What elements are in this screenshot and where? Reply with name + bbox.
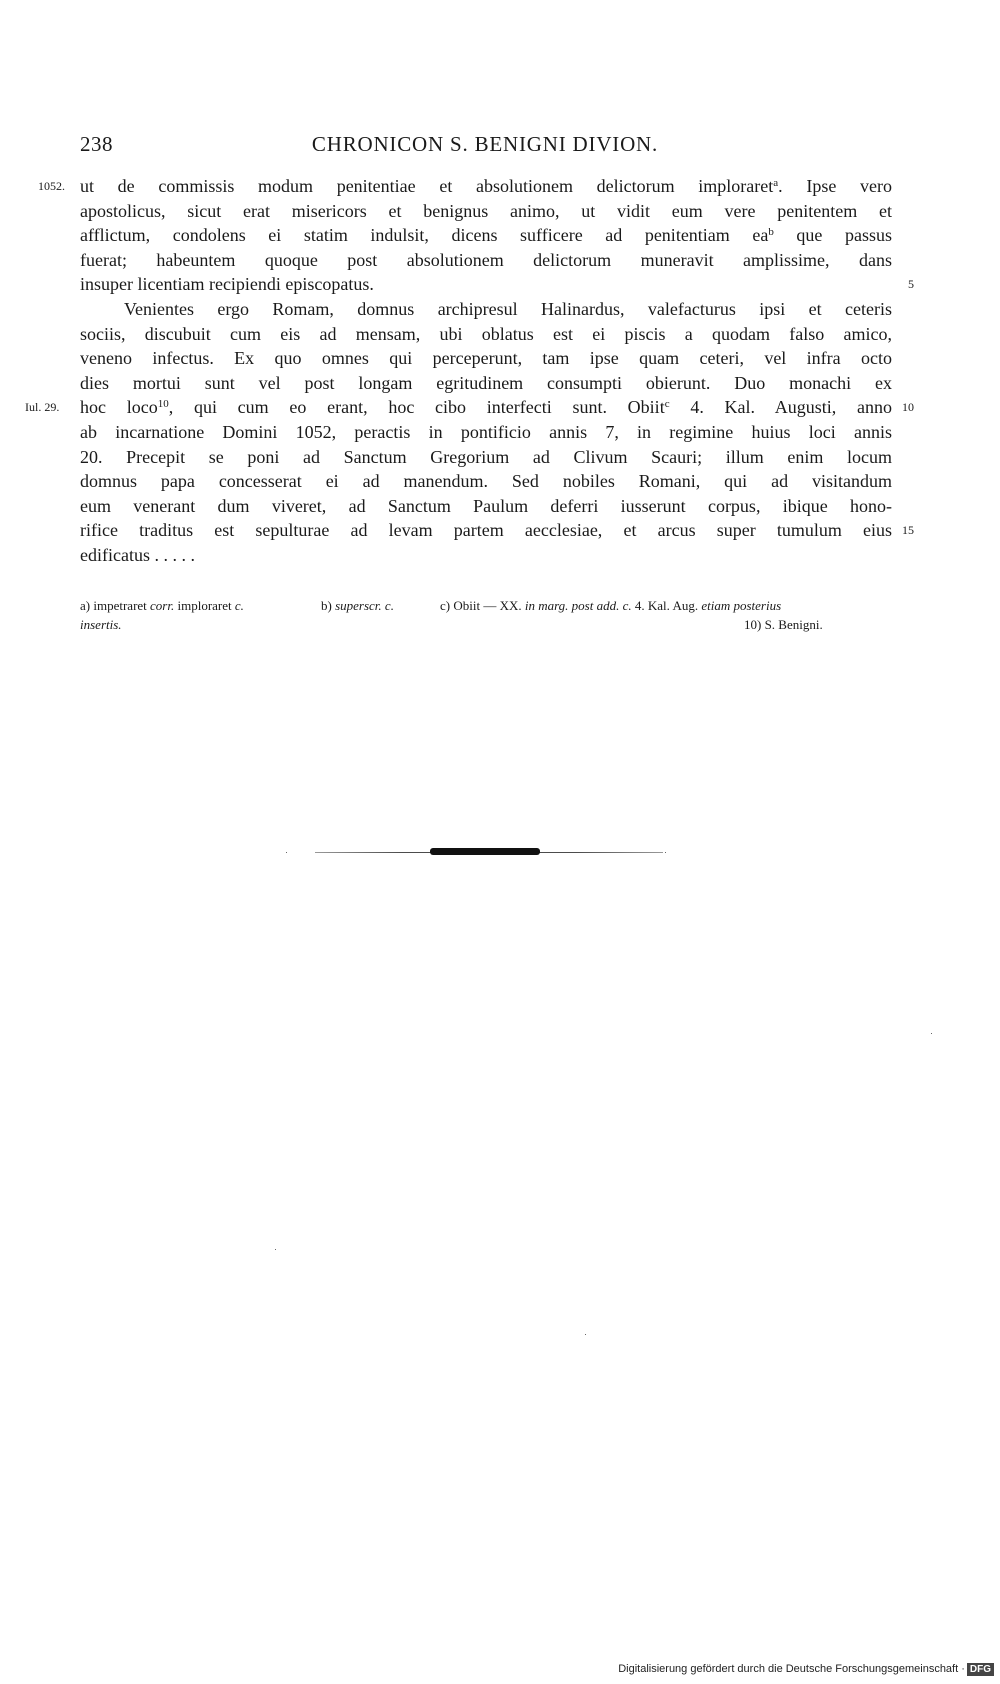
line-text: afflictum, condolens ei statim indulsit, dicens sufficere ad penitentiam ea [80, 225, 769, 246]
text-line-15 [80, 518, 914, 543]
text-line-4 [80, 248, 892, 273]
footnote-text: impetraret [93, 598, 147, 613]
main-text [25, 174, 914, 568]
footnote-text: Obiit — XX. [453, 598, 522, 613]
line-text: rifice traditus est sepulturae ad levam partem aecclesiae, et arcus super tumulum eius [80, 520, 892, 541]
line-number-15: 15 [902, 523, 914, 538]
text-line-11 [80, 420, 892, 445]
text-line-12 [80, 445, 892, 470]
footnote-text: corr. [146, 598, 178, 613]
line-text: insuper licentiam recipiendi episcopatus. [80, 274, 374, 295]
line-text: que passus [773, 225, 893, 246]
scan-speck [665, 852, 666, 853]
text-line-14 [80, 494, 892, 519]
text-line-6 [80, 297, 892, 322]
footnote-row-2 [80, 615, 892, 634]
text-line-13 [80, 469, 892, 494]
line-text: veneno infectus. Ex quo omnes qui perceperunt, tam ipse quam ceteri, vel infra octo [80, 348, 892, 369]
text-line-7 [80, 322, 892, 347]
line-text: domnus papa concesserat ei ad manendum. Sed nobiles Romani, qui ad visitandum [80, 471, 892, 492]
footnote-ref-a: a [773, 177, 779, 189]
footnote-b [321, 596, 394, 615]
footnote-c-continued: insertis. [80, 617, 122, 632]
footnote-ref-10: 10 [157, 398, 169, 411]
footnote-c [440, 596, 781, 615]
footnotes [80, 596, 892, 634]
line-text: . Ipse vero [778, 176, 892, 196]
footnote-text: superscr. c. [335, 598, 394, 613]
footnote-label: c) [440, 598, 454, 613]
footnote-10: 10) S. Benigni. [744, 617, 823, 632]
line-number-10: 10 [902, 400, 914, 415]
margin-date: Iul. 29. [25, 400, 60, 415]
scan-speck [931, 1033, 932, 1034]
line-text: sociis, discubuit cum eis ad mensam, ubi oblatus est ei piscis a quodam falso amico, [80, 323, 892, 344]
section-divider-center [430, 848, 540, 855]
scan-speck [286, 852, 287, 853]
margin-year: 1052. [38, 179, 65, 193]
line-text: eum venerant dum viveret, ad Sanctum Paulum deferri iusserunt corpus, ibique hono- [80, 495, 892, 516]
text-line-3 [80, 223, 892, 248]
text-line-10 [25, 395, 914, 420]
line-text: dies mortui sunt vel post longam egritudinem consumpti obierunt. Duo monachi ex [80, 372, 892, 393]
footnote-text: 4. Kal. Aug. [634, 598, 699, 613]
line-text: ab incarnatione Domini 1052, peractis in pontificio annis 7, in regimine huius loci annis [80, 421, 892, 442]
line-text: Venientes ergo Romam, domnus archipresul Halinardus, valefacturus ipsi et ceteris [124, 298, 892, 319]
scan-speck [275, 1249, 276, 1250]
scan-speck [585, 1334, 586, 1335]
text-line-8 [80, 346, 892, 371]
running-title: CHRONICON S. BENIGNI DIVION. [311, 132, 659, 156]
line-text: hoc loco [80, 397, 158, 418]
dfg-logo: DFG [967, 1663, 994, 1676]
page-number: 238 [80, 132, 113, 156]
footnote-row-1 [80, 596, 892, 615]
footnote-text: in marg. post add. c. [521, 598, 635, 613]
text-line-9 [80, 371, 892, 396]
line-text: edificatus . . . . . [80, 544, 195, 565]
footnote-text: imploraret [177, 598, 232, 613]
digitization-credit [618, 1663, 994, 1676]
line-text: fuerat; habeuntem quoque post absolutionem delictorum muneravit amplissime, dans [80, 249, 892, 270]
footnote-a [80, 596, 244, 615]
text-line-2 [80, 199, 892, 224]
line-number-5: 5 [908, 277, 914, 292]
text-line-1 [38, 174, 892, 199]
footnote-label: a) [80, 598, 94, 613]
page-header [80, 132, 890, 162]
credit-text: Digitalisierung gefördert durch die Deutsche Forschungsgemeinschaft · [618, 1663, 965, 1675]
line-text: 4. Kal. Augusti, anno [669, 397, 893, 418]
text-line-5 [80, 272, 914, 297]
line-text: ut de commissis modum penitentiae et absolutionem delictorum imploraret [80, 176, 774, 196]
footnote-label: b) [321, 598, 336, 613]
footnote-text: c. [231, 598, 244, 613]
line-text: 20. Precepit se poni ad Sanctum Gregorium ad Clivum Scauri; illum enim locum [80, 446, 892, 467]
footnote-ref-c: c [664, 398, 670, 411]
line-text: , qui cum eo erant, hoc cibo interfecti sunt. Obiit [168, 397, 665, 418]
footnote-ref-b: b [768, 226, 774, 239]
line-text: apostolicus, sicut erat misericors et benignus animo, ut vidit eum vere penitentem et [80, 200, 892, 221]
text-line-16 [80, 543, 892, 568]
footnote-text: etiam posterius [698, 598, 782, 613]
